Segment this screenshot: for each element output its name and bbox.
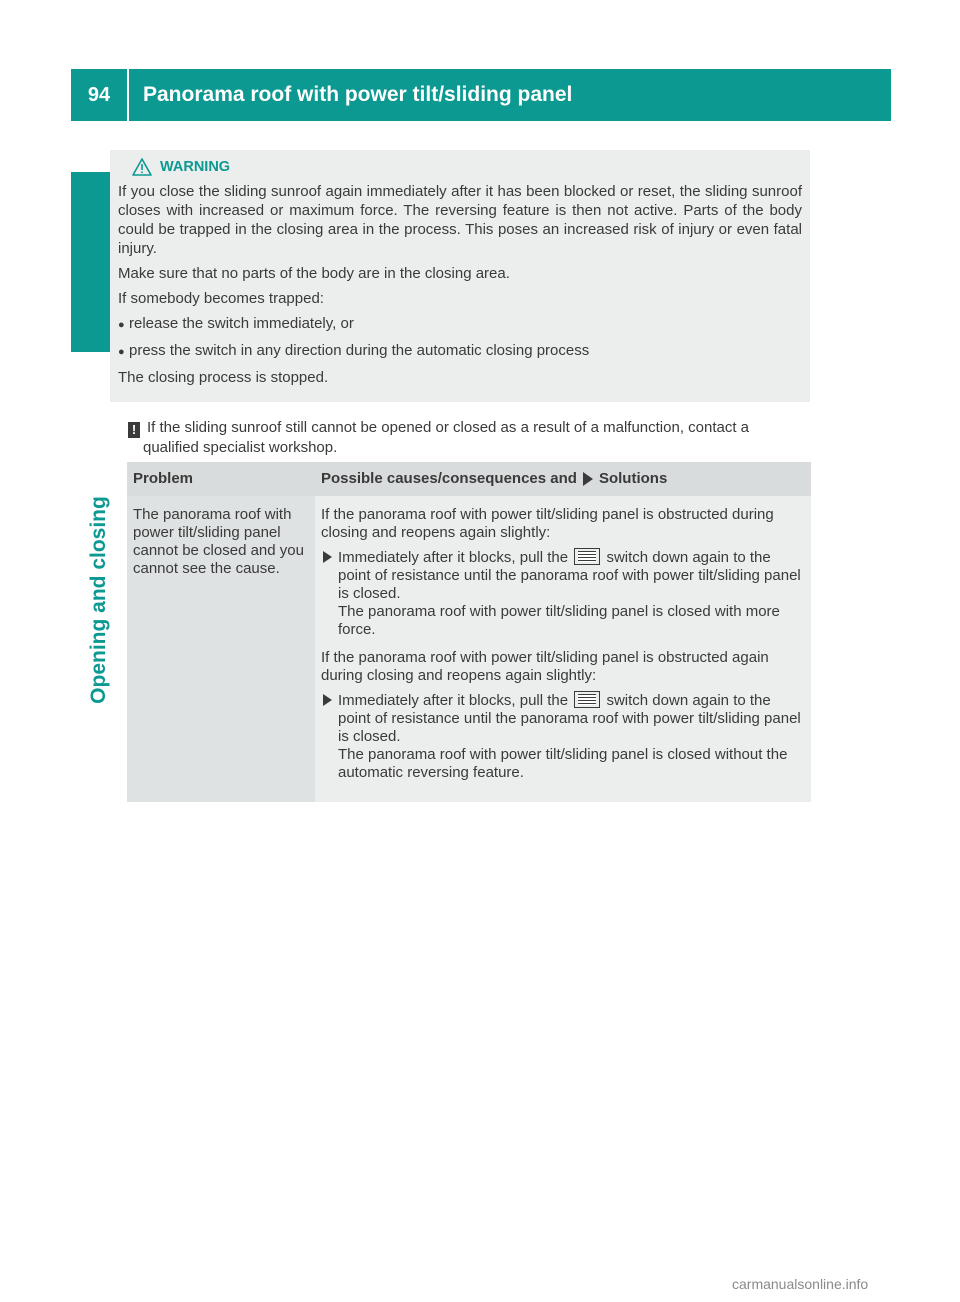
troubleshooting-table xyxy=(127,462,811,802)
solution-step xyxy=(321,548,803,639)
step-text: switch down again to the point of resistance until the panorama roof with power tilt/sliding panel is closed. xyxy=(338,692,801,745)
page-header xyxy=(71,69,891,121)
notice-text: If the sliding sunroof still cannot be opened or closed as a result of a malfunction, contact a xyxy=(147,419,750,436)
solution-cell xyxy=(315,496,811,802)
step-text: switch down again to the point of resistance until the panorama roof with power tilt/sliding panel is closed. xyxy=(338,549,801,602)
switch-icon xyxy=(574,548,600,565)
problem-cell: The panorama roof with power tilt/sliding panel cannot be closed and you cannot see the cause. xyxy=(127,496,315,802)
warning-paragraph: Make sure that no parts of the body are in the closing area. xyxy=(118,265,510,282)
arrow-right-icon xyxy=(323,694,332,706)
list-item xyxy=(118,341,802,362)
warning-box xyxy=(110,150,810,402)
cause-text: If the panorama roof with power tilt/sliding panel is obstructed during closing and reopens again slightly: xyxy=(321,506,774,541)
column-header-text: Solutions xyxy=(598,470,668,487)
arrow-right-icon xyxy=(323,551,332,563)
table-header xyxy=(127,462,811,496)
list-item-text: release the switch immediately, or xyxy=(129,315,354,332)
cause-text: If the panorama roof with power tilt/sliding panel is obstructed again during closing and reopens again slightly: xyxy=(321,649,769,684)
notice xyxy=(128,418,810,457)
column-header-text: Possible causes/consequences and xyxy=(321,470,577,487)
watermark: carmanualsonline.info xyxy=(732,1276,869,1292)
warning-title: WARNING xyxy=(160,158,231,175)
notice-text: qualified specialist workshop. xyxy=(143,439,338,456)
warning-paragraph: If somebody becomes trapped: xyxy=(118,290,324,307)
page-number: 94 xyxy=(71,69,129,121)
warning-triangle-icon xyxy=(132,158,152,176)
step-text: Immediately after it blocks, pull the xyxy=(338,549,569,566)
table-row xyxy=(127,496,811,802)
column-header-solution xyxy=(315,470,811,488)
step-text: Immediately after it blocks, pull the xyxy=(338,692,569,709)
page-title: Panorama roof with power tilt/sliding panel xyxy=(143,83,573,106)
warning-paragraph: If you close the sliding sunroof again immediately after it has been blocked or reset, the sliding sunroof closes with increased or maximum force. The reversing feature is then not active. Parts of the body could be trapped in the closing area in the process. This poses an increased risk of injury or even fatal injury. xyxy=(118,183,802,257)
bullet-icon: ● xyxy=(118,319,125,331)
step-result: The panorama roof with power tilt/sliding panel is closed without the automatic reversing feature. xyxy=(338,746,788,781)
bullet-icon: ● xyxy=(118,346,125,358)
switch-icon xyxy=(574,691,600,708)
step-result: The panorama roof with power tilt/sliding panel is closed with more force. xyxy=(338,603,780,638)
exclamation-icon: ! xyxy=(128,422,140,438)
arrow-right-icon xyxy=(583,472,593,486)
section-label: Opening and closing xyxy=(87,496,110,704)
warning-paragraph: The closing process is stopped. xyxy=(118,369,329,386)
list-item xyxy=(118,314,802,335)
warning-heading xyxy=(132,156,802,178)
solution-step xyxy=(321,691,803,782)
list-item-text: press the switch in any direction during the automatic closing process xyxy=(129,342,590,359)
column-header-problem: Problem xyxy=(133,470,194,487)
